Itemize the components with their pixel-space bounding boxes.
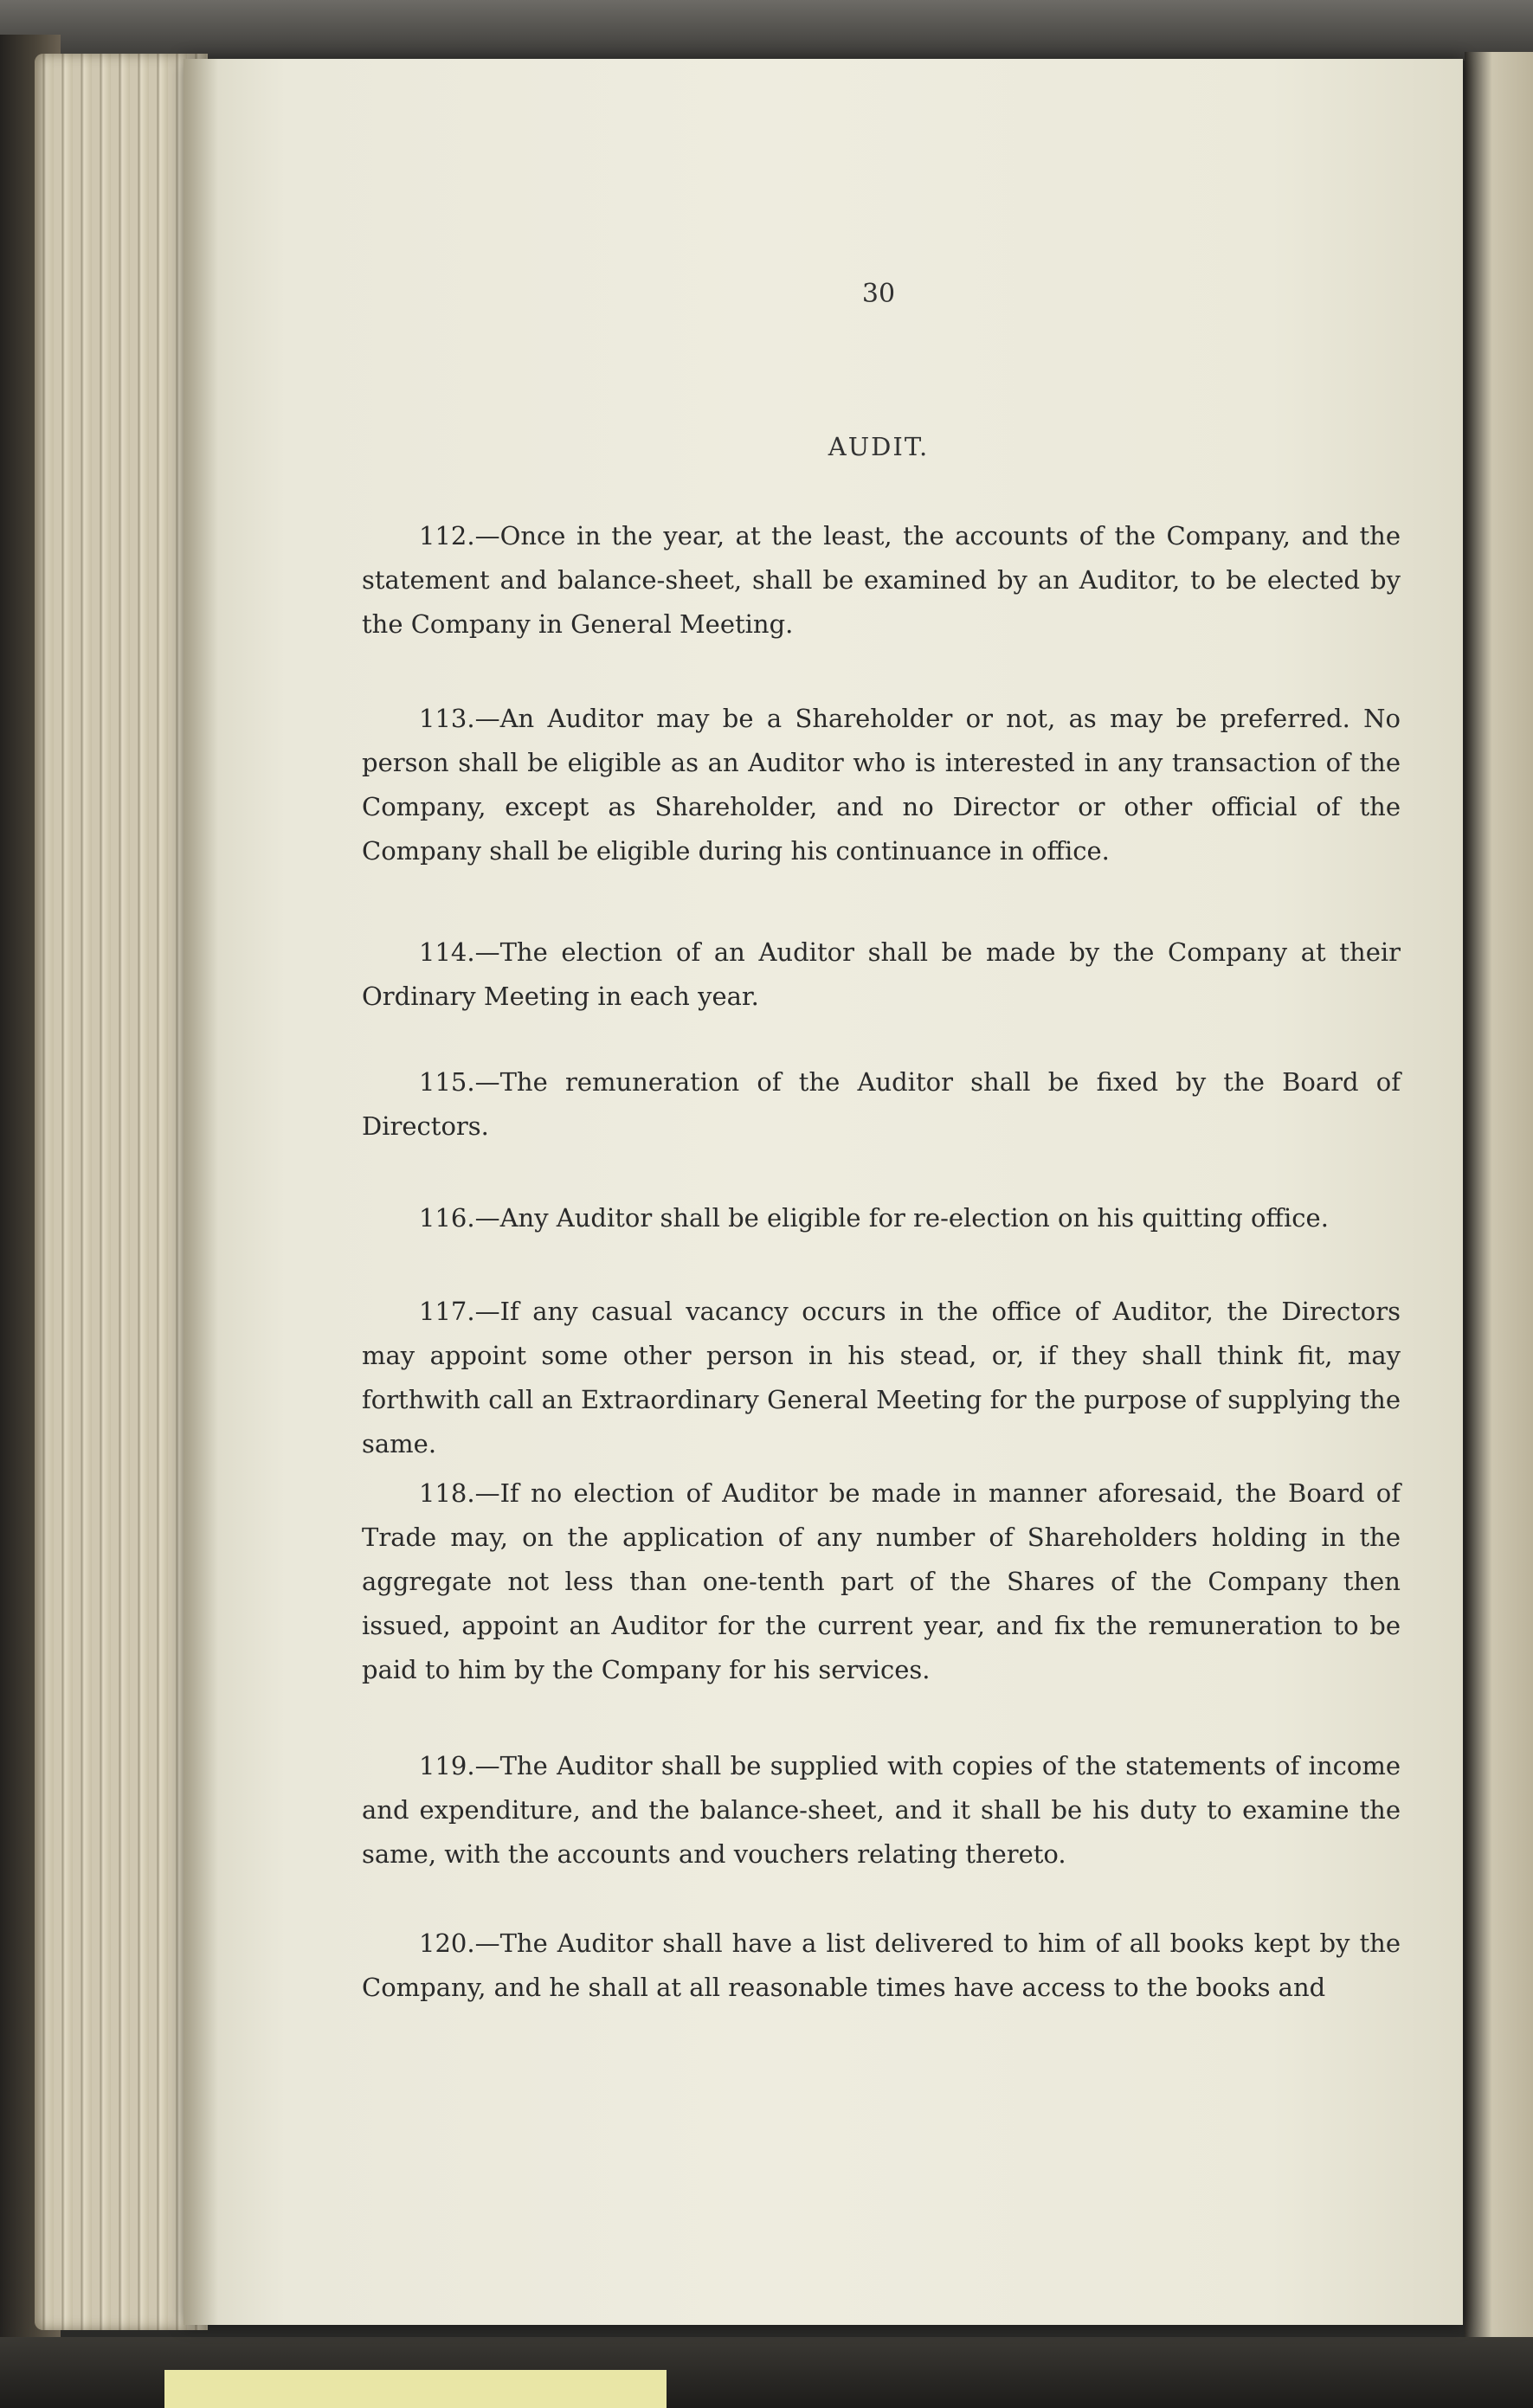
page-fold-shadow	[184, 59, 218, 2325]
page-number: 30	[861, 279, 896, 309]
paragraph-119: 119.—The Auditor shall be supplied with copies of the statements of income and expenditure, and the balance-sheet, and it shall be his duty to examine the same, with the accounts and vouchers relating thereto.	[362, 1751, 1401, 1869]
paragraph-114: 114.—The election of an Auditor shall be made by the Company at their Ordinary Meeting in each year.	[362, 937, 1401, 1011]
right-page-edge	[1465, 52, 1533, 2372]
paragraph-116: 116.—Any Auditor shall be eligible for re-election on his quitting office.	[419, 1203, 1329, 1233]
top-background-strip	[0, 0, 1533, 61]
paragraph-113: 113.—An Auditor may be a Shareholder or not, as may be preferred. No person shall be eligible as an Auditor who is interested in any transaction of the Company, except as Shareholder, and no Director or other official of the Company shall be eligible during his continuance in office.	[362, 704, 1401, 866]
paragraph-117: 117.—If any casual vacancy occurs in the office of Auditor, the Directors may appoint some other person in his stead, or, if they shall think fit, may forthwith call an Extraordinary General Meeting for the purpose of supplying the same.	[362, 1297, 1401, 1458]
paragraph-112: 112.—Once in the year, at the least, the accounts of the Company, and the statement and balance-sheet, shall be examined by an Auditor, to be elected by the Company in General Meeting.	[362, 521, 1401, 639]
paragraph-115: 115.—The remuneration of the Auditor shall be fixed by the Board of Directors.	[362, 1067, 1401, 1141]
paragraph-120: 120.—The Auditor shall have a list delivered to him of all books kept by the Company, and he shall at all reasonable times have access to the books and	[362, 1928, 1401, 2002]
section-heading: AUDIT.	[828, 432, 930, 461]
page-stack-edges	[35, 54, 208, 2330]
yellow-tab-label	[164, 2370, 667, 2408]
paragraph-118: 118.—If no election of Auditor be made in manner aforesaid, the Board of Trade may, on the application of any number of Shareholders holding in the aggregate not less than one-tenth part of the Shares of the Company then issued, appoint an Auditor for the current year, and fix the remuneration to be paid to him by the Company for his services.	[362, 1478, 1401, 1684]
